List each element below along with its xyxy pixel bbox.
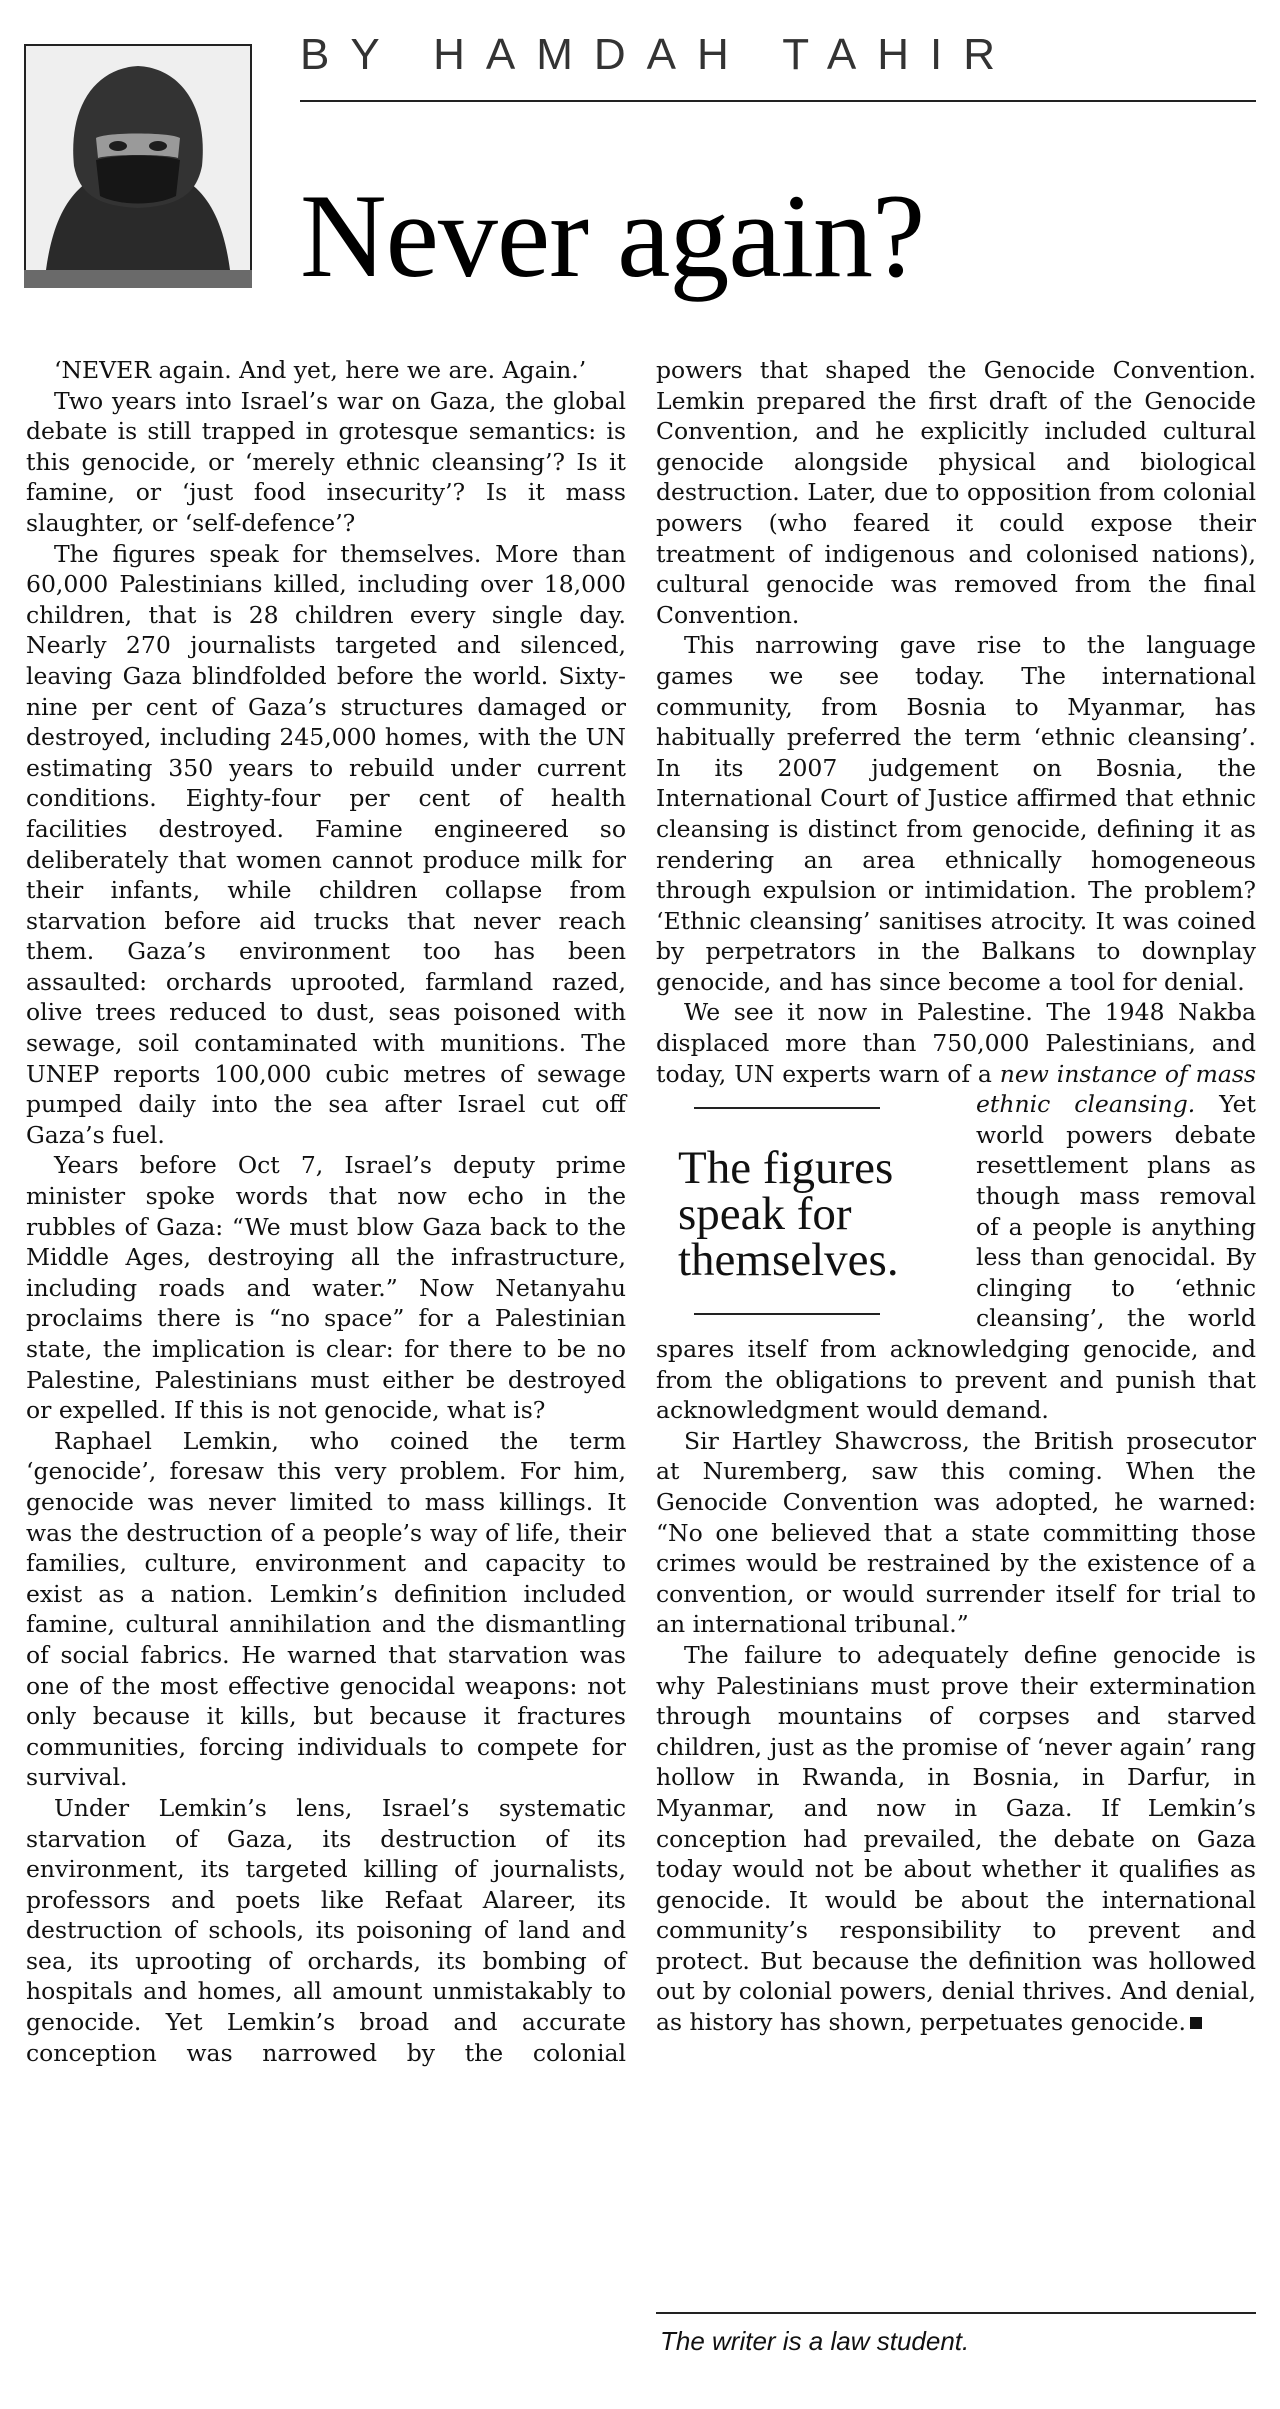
paragraph-text: Yet world powers debate resettlement plans as though mass removal of a people is anything less than genocidal. By clinging to ‘ethnic cleansing’, the world spares itself from acknowledging genocide, and from the obligations to prevent and punish that acknowledgment would demand. xyxy=(656,1090,1256,1425)
pull-quote-bottom-rule xyxy=(694,1313,880,1315)
paragraph: The figures speak for themselves. More than 60,000 Palestinians killed, including over 18,000 children, that is 28 children every single day. Nearly 270 journalists targeted and silenced, leaving Gaza blindfolded before the world. Sixty-nine per cent of Gaza’s structures damaged or destroyed, including 245,000 homes, with the UN estimating 350 years to rebuild under current conditions. Eighty-four per cent of health facilities destroyed. Famine engineered so deliberately that women cannot produce milk for their infants, while children collapse from starvation before aid trucks that never reach them. Gaza’s environment too has been assaulted: orchards uprooted, farmland razed, olive trees reduced to dust, seas poisoned with sewage, soil contaminated with munitions. The UNEP reports 100,000 cubic metres of sewage pumped daily into the sea after Israel cut off Gaza’s fuel. xyxy=(26,539,626,1149)
paragraph-final xyxy=(656,1640,1256,2038)
photo-accent-bar xyxy=(24,270,252,288)
paragraph: This narrowing gave rise to the language games we see today. The international community, from Bosnia to Myanmar, has habitually preferred the term ‘ethnic cleansing’. In its 2007 judgement on Bosnia, the International Court of Justice affirmed that ethnic cleansing is distinct from genocide, defining it as rendering an area ethnically homogeneous through expulsion or intimidation. The problem? ‘Ethnic cleansing’ sanitises atrocity. It was coined by perpetrators in the Balkans to downplay genocide, and has since become a tool for denial. xyxy=(656,631,1256,996)
author-photo-image xyxy=(26,46,250,270)
pull-quote-top-rule xyxy=(694,1107,880,1109)
paragraph: powers that shaped the Genocide Convention. Lemkin prepared the first draft of the Genocide Convention, and he explicitly included cultural genocide alongside physical and biological destruction. Later, due to opposition from colonial powers (who feared it could expose their treatment of indigenous and colonised nations), cultural genocide was removed from the final Convention. xyxy=(656,356,1256,629)
paragraph: Years before Oct 7, Israel’s deputy prime minister spoke words that now echo in the rubbles of Gaza: “We must blow Gaza back to the Middle Ages, destroying all the infrastructure, including roads and water.” Now Netanyahu proclaims there is “no space” for a Palestinian state, the implication is clear: for there to be no Palestine, Palestinians must either be destroyed or expelled. If this is not genocide, what is? xyxy=(26,1151,626,1425)
pull-quote xyxy=(656,1107,956,1315)
emphasized-text: new instance of mass ethnic cleansing. xyxy=(976,1059,1256,1119)
footer-divider xyxy=(656,2312,1256,2314)
paragraph: Sir Hartley Shawcross, the British prosecutor at Nuremberg, saw this coming. When the Genocide Convention was adopted, he warned: “No one believed that a state committing those crimes would be restrained by the existence of a convention, or would surrender itself for trial to an international tribunal.” xyxy=(656,1426,1256,1639)
pull-quote-text: The figures speak for themselves. xyxy=(678,1142,899,1287)
article-column-2 xyxy=(656,355,1256,2038)
end-mark-icon xyxy=(1190,2017,1202,2029)
headline: Never again? xyxy=(300,169,925,302)
paragraph: ‘NEVER again. And yet, here we are. Again.’ xyxy=(54,356,587,384)
paragraph-text: We see it now in Palestine. The 1948 Nakba displaced more than 750,000 Palestinians, and today, UN experts warn of a xyxy=(656,998,1256,1088)
paragraph-text: The failure to adequately define genocide is why Palestinians must prove their extermination through mountains of corpses and starved children, just as the promise of ‘never again’ rang hollow in Rwanda, in Bosnia, in Darfur, in Myanmar, and now in Gaza. If Lemkin’s conception had prevailed, the debate on Gaza today would not be about whether it qualifies as genocide. It would be about the international community’s responsibility to prevent and protect. But because the definition was hollowed out by colonial powers, denial thrives. And denial, as history has shown, perpetuates genocide. xyxy=(656,1640,1256,2037)
byline: BY HAMDAH TAHIR xyxy=(300,30,1016,79)
paragraph: Under Lemkin’s lens, Israel’s systematic starvation of Gaza, its destruction of its environment, its targeted killing of journalists, professors and poets like Refaat Alareer, its destruction of schools, its poisoning of land and sea, its uprooting of orchards, its bombing of hospitals and homes, all amount unmistakably to genocide. Yet Lemkin’s broad and accurate conception was narrowed by the colonial xyxy=(26,1793,626,2067)
paragraph: Two years into Israel’s war on Gaza, the global debate is still trapped in grotesque semantics: is this genocide, or ‘merely ethnic cleansing’? Is it famine, or ‘just food insecurity’? Is it mass slaughter, or ‘self-defence’? xyxy=(26,386,626,537)
author-note: The writer is a law student. xyxy=(660,2326,970,2356)
paragraph-with-pullquote xyxy=(656,997,1256,1425)
article-column-1 xyxy=(26,355,626,2068)
byline-divider xyxy=(300,100,1256,102)
author-photo xyxy=(24,44,252,272)
paragraph: Raphael Lemkin, who coined the term ‘genocide’, foresaw this very problem. For him, genocide was never limited to mass killings. It was the destruction of a people’s way of life, their families, culture, environment and capacity to exist as a nation. Lemkin’s definition included famine, cultural annihilation and the dismantling of social fabrics. He warned that starvation was one of the most effective genocidal weapons: not only because it kills, but because it fractures communities, forcing individuals to compete for survival. xyxy=(26,1426,626,1792)
